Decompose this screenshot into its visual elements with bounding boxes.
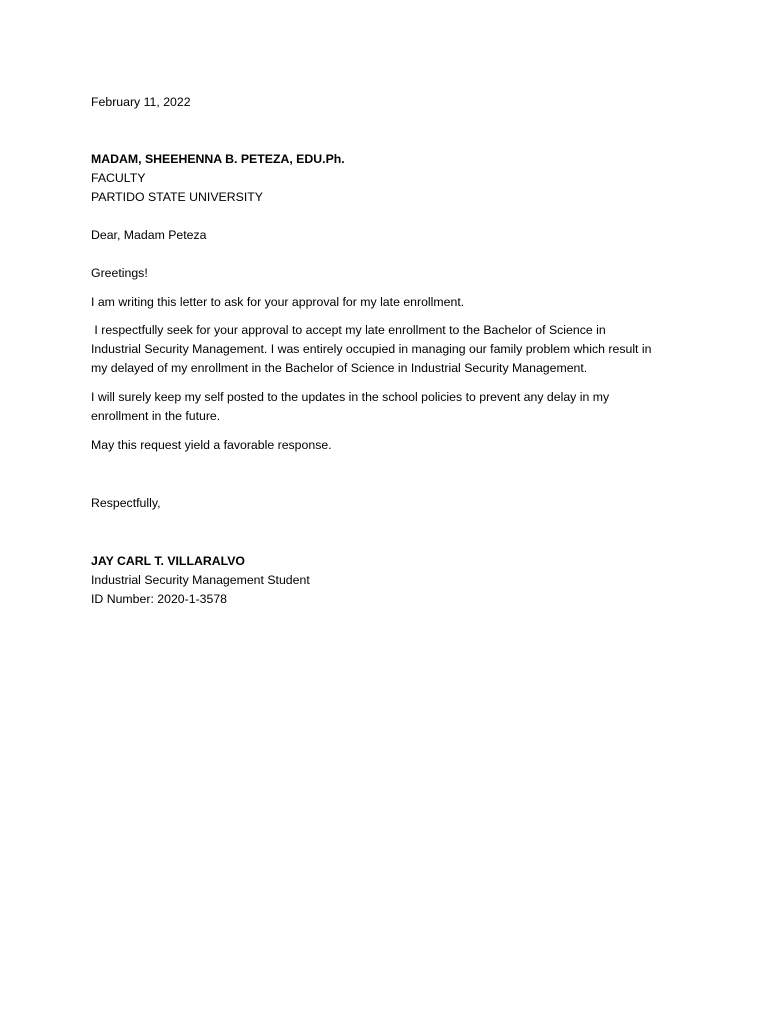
letter-date <box>91 93 691 112</box>
sender-block <box>91 552 691 609</box>
paragraph-2-line-2: Industrial Security Management. I was entirely occupied in managing our family problem which result in <box>91 342 652 356</box>
recipient-institution: PARTIDO STATE UNIVERSITY <box>91 190 263 204</box>
sender-role: Industrial Security Management Student <box>91 573 310 587</box>
greeting-text: Greetings! <box>91 266 148 280</box>
body-paragraph-4 <box>91 436 691 455</box>
paragraph-1-line-1: I am writing this letter to ask for your approval for my late enrollment. <box>91 295 465 309</box>
date-text: February 11, 2022 <box>91 95 191 109</box>
body-paragraph-1 <box>91 293 691 312</box>
paragraph-2-line-3: my delayed of my enrollment in the Bachelor of Science in Industrial Security Management. <box>91 361 588 375</box>
paragraph-4-line-1: May this request yield a favorable response. <box>91 438 332 452</box>
paragraph-3-line-1: I will surely keep my self posted to the updates in the school policies to prevent any delay in my <box>91 390 610 404</box>
closing-text: Respectfully, <box>91 496 161 510</box>
sender-id-number: ID Number: 2020-1-3578 <box>91 592 228 606</box>
recipient-block <box>91 150 691 207</box>
salutation <box>91 226 691 245</box>
closing <box>91 494 691 513</box>
greeting <box>91 264 691 283</box>
paragraph-2-line-1: I respectfully seek for your approval to accept my late enrollment to the Bachelor of Science in <box>91 323 606 337</box>
body-paragraph-2 <box>91 321 691 378</box>
salutation-text: Dear, Madam Peteza <box>91 228 207 242</box>
sender-name: JAY CARL T. VILLARALVO <box>91 554 245 568</box>
body-paragraph-3 <box>91 388 691 426</box>
paragraph-3-line-2: enrollment in the future. <box>91 409 221 423</box>
recipient-name: MADAM, SHEEHENNA B. PETEZA, EDU.Ph. <box>91 152 345 166</box>
recipient-position: FACULTY <box>91 171 146 185</box>
